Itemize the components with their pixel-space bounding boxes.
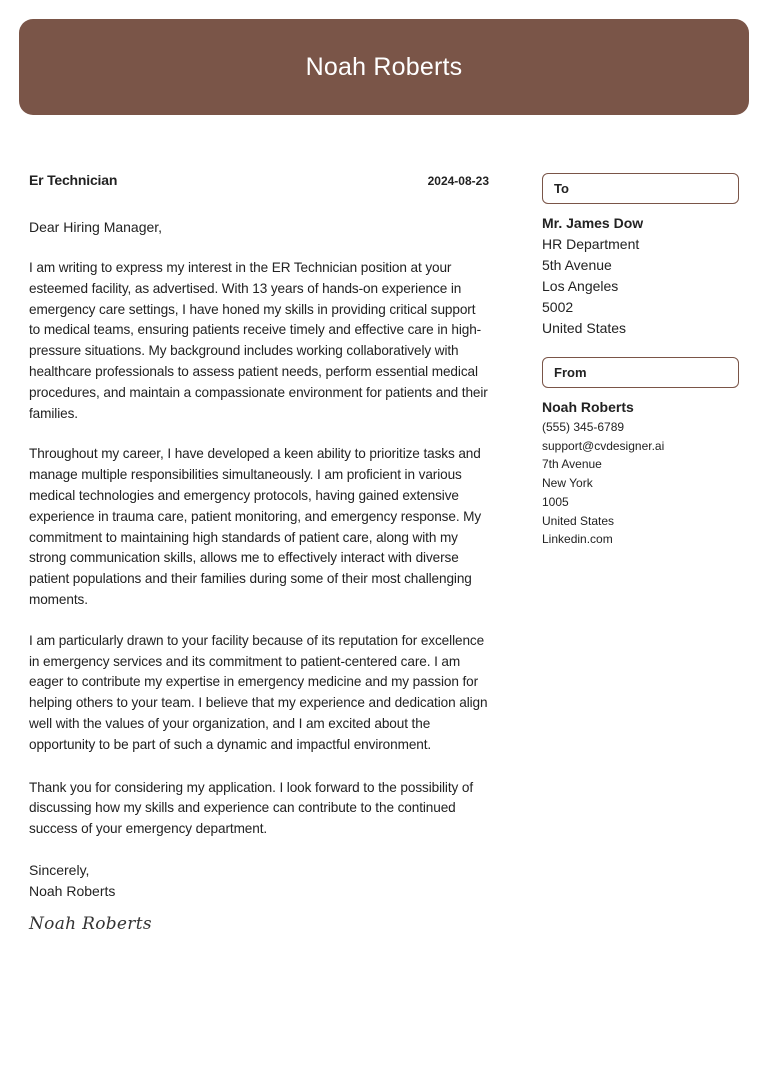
recipient-street: 5th Avenue xyxy=(542,257,612,273)
closing-phrase: Sincerely, xyxy=(29,861,90,878)
sender-website: Linkedin.com xyxy=(542,532,613,547)
recipient-city: Los Angeles xyxy=(542,278,619,294)
sender-city: New York xyxy=(542,476,593,491)
sender-zip: 1005 xyxy=(542,494,569,509)
to-label: To xyxy=(542,173,739,204)
recipient-zip: 5002 xyxy=(542,299,574,315)
sender-address xyxy=(542,397,739,549)
recipient-country: United States xyxy=(542,320,627,336)
closing xyxy=(29,860,489,902)
letter-body xyxy=(29,172,489,934)
address-sidebar xyxy=(542,173,739,549)
sender-name: Noah Roberts xyxy=(542,399,634,415)
from-label: From xyxy=(542,357,739,388)
recipient-name: Mr. James Dow xyxy=(542,215,644,231)
paragraph-thanks: Thank you for considering my application. I look forward to the possibility of discussing how my skills and experience can contribute to the continued success of your emergency department. xyxy=(29,779,474,837)
recipient-department: HR Department xyxy=(542,236,640,252)
applicant-name: Noah Roberts xyxy=(305,52,463,81)
letter-date: 2024-08-23 xyxy=(427,174,489,188)
closing-name: Noah Roberts xyxy=(29,882,116,899)
sender-street: 7th Avenue xyxy=(542,457,602,472)
recipient-address xyxy=(542,213,739,339)
job-title: Er Technician xyxy=(29,172,118,188)
paragraph-intro: I am writing to express my interest in the ER Technician position at your esteemed facility, as advertised. With 13 years of hands-on experience in emergency care settings, I have honed my skills in providing critical support to medical teams, ensuring patients receive timely and effective care in high-pressure situations. My background includes working collaboratively with healthcare professionals to assess patient needs, perform essential medical procedures, and maintain a compassionate environment for patients and their families. xyxy=(29,260,488,421)
header-banner xyxy=(19,19,749,115)
handwritten-signature: Noah Roberts xyxy=(29,913,152,934)
salutation: Dear Hiring Manager, xyxy=(29,219,163,235)
paragraph-motivation: I am particularly drawn to your facility because of its reputation for excellence in emergency services and its commitment to patient-centered care. I am eager to contribute my expertise in emergency medicine and my passion for helping others to your team. I believe that my experience and dedication align well with the values of your organization, and I am excited about the opportunity to be part of such a dynamic and impactful environment. xyxy=(29,632,488,752)
sender-phone: (555) 345-6789 xyxy=(542,420,625,434)
sender-email: support@cvdesigner.ai xyxy=(542,438,665,453)
paragraph-experience: Throughout my career, I have developed a keen ability to prioritize tasks and manage multiple responsibilities simultaneously. I am proficient in various medical technologies and emergency protocols, having gained extensive experience in trauma care, patient monitoring, and emergency response. My commitment to maintaining high standards of patient care, along with my strong communication skills, allows me to effectively interact with diverse patient populations and their families during some of their most challenging moments. xyxy=(29,446,482,607)
title-row xyxy=(29,172,489,188)
sender-country: United States xyxy=(542,513,615,528)
